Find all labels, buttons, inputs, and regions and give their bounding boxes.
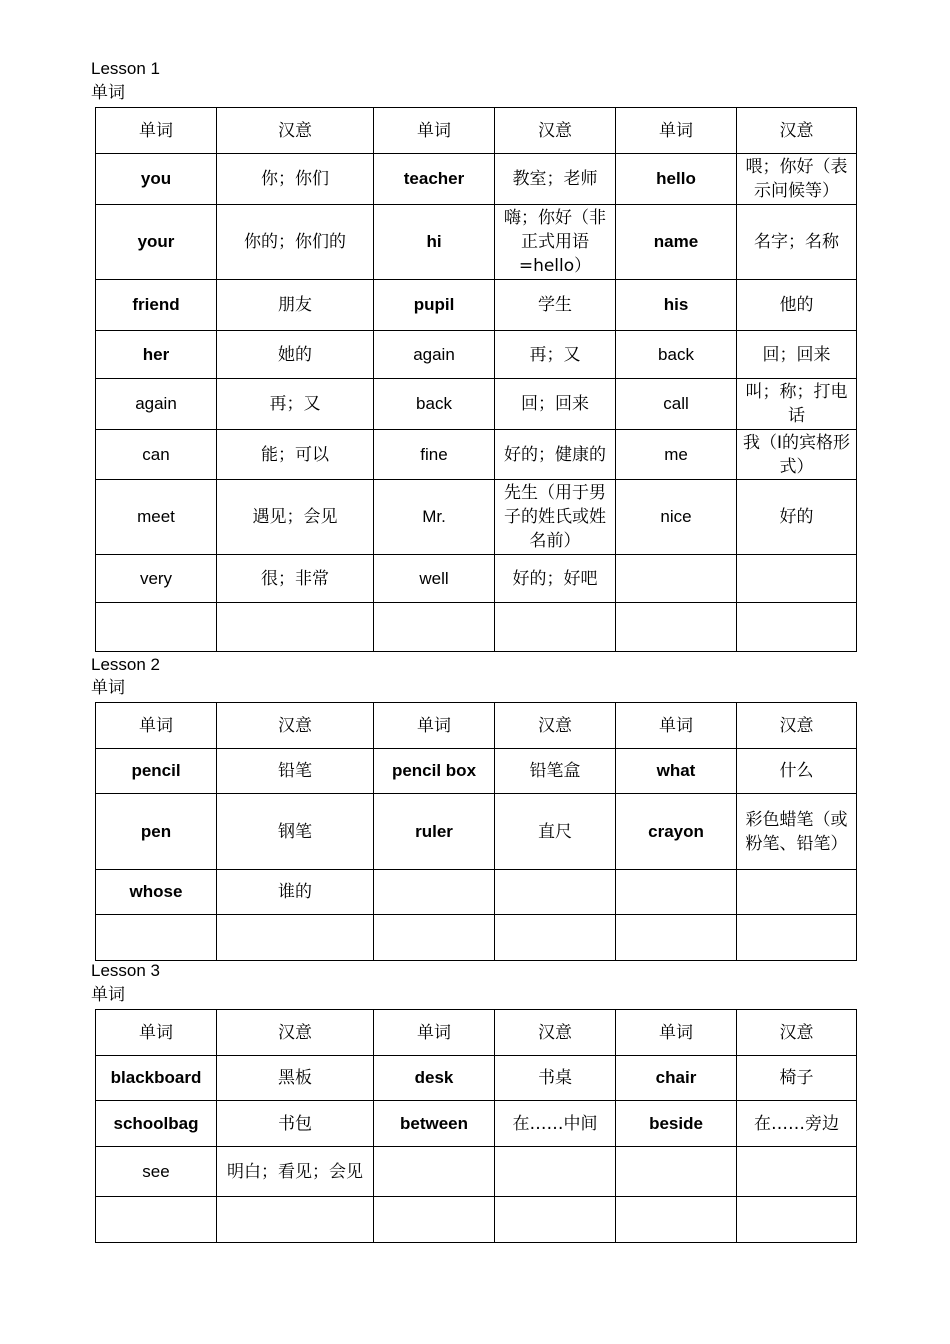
vocab-meaning: 好的；健康的 (495, 430, 616, 480)
table-row (96, 1101, 857, 1147)
vocab-word: teacher (374, 154, 495, 205)
table-row (96, 1147, 857, 1197)
vocab-meaning: 教室；老师 (495, 154, 616, 205)
vocab-meaning: 你的；你们的 (217, 205, 374, 280)
lesson-subtitle: 单词 (91, 678, 125, 698)
vocab-word: hi (374, 205, 495, 280)
header-word: 单词 (374, 703, 495, 749)
vocab-meaning: 他的 (737, 280, 857, 331)
vocab-word (616, 603, 737, 652)
vocab-meaning (217, 915, 374, 961)
header-word: 单词 (374, 1010, 495, 1056)
vocab-word (374, 603, 495, 652)
vocab-meaning: 书包 (217, 1101, 374, 1147)
vocab-word: fine (374, 430, 495, 480)
vocab-word: his (616, 280, 737, 331)
vocab-meaning: 回；回来 (737, 331, 857, 379)
vocab-word: very (96, 555, 217, 603)
lesson-title: Lesson 3 (91, 961, 160, 980)
vocab-word: schoolbag (96, 1101, 217, 1147)
vocab-word (374, 870, 495, 915)
vocab-meaning: 学生 (495, 280, 616, 331)
vocab-meaning (495, 603, 616, 652)
vocab-word: hello (616, 154, 737, 205)
vocab-meaning (495, 1197, 616, 1243)
vocab-word: back (616, 331, 737, 379)
vocab-meaning: 直尺 (495, 794, 616, 870)
header-word: 单词 (96, 1010, 217, 1056)
vocab-word: crayon (616, 794, 737, 870)
vocab-word: your (96, 205, 217, 280)
vocab-word: again (96, 379, 217, 430)
table-row (96, 555, 857, 603)
table-row (96, 205, 857, 280)
table-row (96, 331, 857, 379)
header-word: 单词 (96, 703, 217, 749)
vocab-meaning (495, 870, 616, 915)
table-row (96, 870, 857, 915)
vocab-meaning: 好的；好吧 (495, 555, 616, 603)
vocab-word: you (96, 154, 217, 205)
header-meaning: 汉意 (737, 703, 857, 749)
vocab-meaning: 谁的 (217, 870, 374, 915)
vocab-word (374, 915, 495, 961)
header-meaning: 汉意 (495, 703, 616, 749)
vocab-meaning: 朋友 (217, 280, 374, 331)
vocab-table-lesson-1 (95, 107, 857, 652)
vocab-meaning: 彩色蜡笔（或粉笔、铅笔） (737, 794, 857, 870)
vocab-meaning: 好的 (737, 480, 857, 555)
vocab-meaning: 她的 (217, 331, 374, 379)
header-meaning: 汉意 (495, 1010, 616, 1056)
header-word: 单词 (374, 108, 495, 154)
vocab-word: can (96, 430, 217, 480)
table-row (96, 794, 857, 870)
table-header-row (96, 108, 857, 154)
vocab-meaning: 椅子 (737, 1056, 857, 1101)
vocab-word: name (616, 205, 737, 280)
vocab-meaning (737, 555, 857, 603)
vocab-word: friend (96, 280, 217, 331)
vocab-word: pen (96, 794, 217, 870)
lesson-title: Lesson 1 (91, 59, 160, 78)
header-word: 单词 (616, 1010, 737, 1056)
vocab-word (616, 915, 737, 961)
vocab-table-lesson-3 (95, 1009, 857, 1243)
vocab-word: her (96, 331, 217, 379)
vocab-word: again (374, 331, 495, 379)
vocab-meaning (737, 870, 857, 915)
header-meaning: 汉意 (217, 703, 374, 749)
table-row (96, 154, 857, 205)
header-word: 单词 (616, 108, 737, 154)
vocab-meaning: 铅笔 (217, 749, 374, 794)
vocab-word (616, 870, 737, 915)
table-row (96, 915, 857, 961)
table-row (96, 603, 857, 652)
vocab-word: call (616, 379, 737, 430)
vocab-meaning: 黑板 (217, 1056, 374, 1101)
vocab-word (96, 1197, 217, 1243)
vocab-meaning: 能；可以 (217, 430, 374, 480)
vocab-meaning (217, 1197, 374, 1243)
vocab-meaning: 很；非常 (217, 555, 374, 603)
vocab-word: blackboard (96, 1056, 217, 1101)
vocab-word (616, 1197, 737, 1243)
table-row (96, 280, 857, 331)
vocab-meaning: 什么 (737, 749, 857, 794)
vocab-word (616, 1147, 737, 1197)
vocab-meaning (737, 603, 857, 652)
vocab-word: me (616, 430, 737, 480)
header-meaning: 汉意 (495, 108, 616, 154)
vocab-meaning: 喂；你好（表示问候等） (737, 154, 857, 205)
table-header-row (96, 703, 857, 749)
vocab-word: pencil (96, 749, 217, 794)
vocab-meaning: 在……中间 (495, 1101, 616, 1147)
vocab-meaning: 先生（用于男子的姓氏或姓名前） (495, 480, 616, 555)
vocab-meaning: 我（I的宾格形式） (737, 430, 857, 480)
lesson-subtitle: 单词 (91, 985, 125, 1005)
lesson-subtitle: 单词 (91, 83, 125, 103)
table-row (96, 430, 857, 480)
vocab-meaning (737, 1197, 857, 1243)
table-row (96, 480, 857, 555)
vocab-word (616, 555, 737, 603)
vocab-word: ruler (374, 794, 495, 870)
vocab-word: meet (96, 480, 217, 555)
header-meaning: 汉意 (737, 1010, 857, 1056)
vocab-word: pencil box (374, 749, 495, 794)
header-meaning: 汉意 (217, 1010, 374, 1056)
vocab-meaning: 书桌 (495, 1056, 616, 1101)
vocab-word: chair (616, 1056, 737, 1101)
header-meaning: 汉意 (737, 108, 857, 154)
vocab-word: well (374, 555, 495, 603)
vocab-word (96, 603, 217, 652)
vocab-meaning: 回；回来 (495, 379, 616, 430)
lesson-title: Lesson 2 (91, 655, 160, 674)
vocab-meaning (495, 1147, 616, 1197)
table-row (96, 1056, 857, 1101)
vocab-meaning: 嗨；你好（非正式用语=hello） (495, 205, 616, 280)
vocab-meaning: 明白；看见；会见 (217, 1147, 374, 1197)
vocab-meaning: 叫；称；打电话 (737, 379, 857, 430)
vocab-word: see (96, 1147, 217, 1197)
vocab-meaning: 再；又 (217, 379, 374, 430)
vocab-meaning (737, 1147, 857, 1197)
vocab-meaning: 遇见；会见 (217, 480, 374, 555)
header-word: 单词 (96, 108, 217, 154)
vocab-meaning: 你；你们 (217, 154, 374, 205)
table-row (96, 749, 857, 794)
vocab-meaning (737, 915, 857, 961)
vocab-word: nice (616, 480, 737, 555)
vocab-word: pupil (374, 280, 495, 331)
vocab-word: whose (96, 870, 217, 915)
vocab-table-lesson-2 (95, 702, 857, 961)
vocab-word (374, 1147, 495, 1197)
vocab-word: beside (616, 1101, 737, 1147)
vocab-meaning: 钢笔 (217, 794, 374, 870)
table-row (96, 379, 857, 430)
vocab-meaning: 再；又 (495, 331, 616, 379)
vocab-meaning: 名字；名称 (737, 205, 857, 280)
vocab-word: Mr. (374, 480, 495, 555)
vocab-word: between (374, 1101, 495, 1147)
header-word: 单词 (616, 703, 737, 749)
vocab-word (374, 1197, 495, 1243)
header-meaning: 汉意 (217, 108, 374, 154)
vocab-meaning: 在……旁边 (737, 1101, 857, 1147)
vocab-word (96, 915, 217, 961)
vocab-meaning (495, 915, 616, 961)
table-row (96, 1197, 857, 1243)
vocab-word: desk (374, 1056, 495, 1101)
vocab-meaning: 铅笔盒 (495, 749, 616, 794)
vocab-meaning (217, 603, 374, 652)
vocab-word: back (374, 379, 495, 430)
table-header-row (96, 1010, 857, 1056)
vocab-word: what (616, 749, 737, 794)
